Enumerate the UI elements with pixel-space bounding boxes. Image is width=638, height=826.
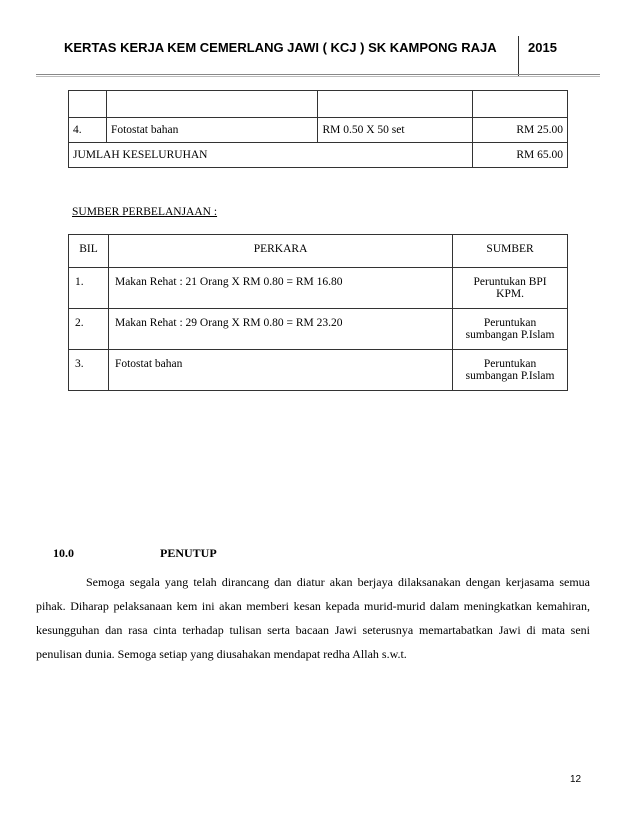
header-bil: BIL — [69, 235, 109, 268]
table-total-row — [69, 143, 568, 168]
funding-sumber-cell: Peruntukan BPI KPM. — [453, 268, 568, 309]
header-perkara: PERKARA — [108, 235, 452, 268]
total-amount: RM 65.00 — [473, 143, 568, 168]
section-number: 10.0 — [53, 546, 74, 560]
funding-bil-cell: 3. — [69, 350, 109, 391]
table-row — [69, 91, 568, 118]
funding-sumber-cell: Peruntukan sumbangan P.Islam — [453, 309, 568, 350]
closing-paragraph: Semoga segala yang telah dirancang dan diatur akan berjaya dilaksanakan dengan kerjasama semua pihak. Diharap pelaksanaan kem ini akan memberi kesan kepada murid-murid dalam meningkatkan kemahiran, kesungguhan dan rasa cinta terhadap tulisan serta bacaan Jawi seterusnya memartabatkan Jawi di mata seni penulisan dunia. Semoga setiap yang diusahakan mendapat redha Allah s.w.t. — [36, 575, 590, 661]
cost-no-cell: 4. — [69, 118, 107, 143]
table-row — [69, 309, 568, 350]
header-rule — [36, 74, 600, 75]
cost-no-cell — [69, 91, 107, 118]
funding-section-title: SUMBER PERBELANJAAN : — [72, 206, 218, 218]
header-year: 2015 — [528, 40, 557, 55]
funding-perkara-cell: Makan Rehat : 29 Orang X RM 0.80 = RM 23.20 — [108, 309, 452, 350]
cost-amount-cell — [473, 91, 568, 118]
funding-table — [68, 234, 568, 391]
table-header-row — [69, 235, 568, 268]
header-divider — [518, 36, 519, 76]
funding-perkara-cell: Fotostat bahan — [108, 350, 452, 391]
page-header — [36, 36, 600, 76]
funding-perkara-cell: Makan Rehat : 21 Orang X RM 0.80 = RM 16.80 — [108, 268, 452, 309]
cost-item-cell: Fotostat bahan — [106, 118, 318, 143]
page-number: 12 — [570, 774, 582, 785]
total-label: JUMLAH KESELURUHAN — [69, 143, 473, 168]
cost-calc-cell: RM 0.50 X 50 set — [318, 118, 473, 143]
header-sumber: SUMBER — [453, 235, 568, 268]
funding-bil-cell: 1. — [69, 268, 109, 309]
table-row — [69, 268, 568, 309]
header-title: KERTAS KERJA KEM CEMERLANG JAWI ( KCJ ) SK KAMPONG RAJA — [64, 40, 497, 55]
cost-amount-cell: RM 25.00 — [473, 118, 568, 143]
cost-table — [68, 90, 568, 168]
header-rule-secondary — [36, 76, 600, 77]
funding-sumber-cell: Peruntukan sumbangan P.Islam — [453, 350, 568, 391]
cost-calc-cell — [318, 91, 473, 118]
table-row — [69, 118, 568, 143]
funding-bil-cell: 2. — [69, 309, 109, 350]
section-title: PENUTUP — [160, 546, 217, 560]
cost-item-cell — [106, 91, 318, 118]
table-row — [69, 350, 568, 391]
